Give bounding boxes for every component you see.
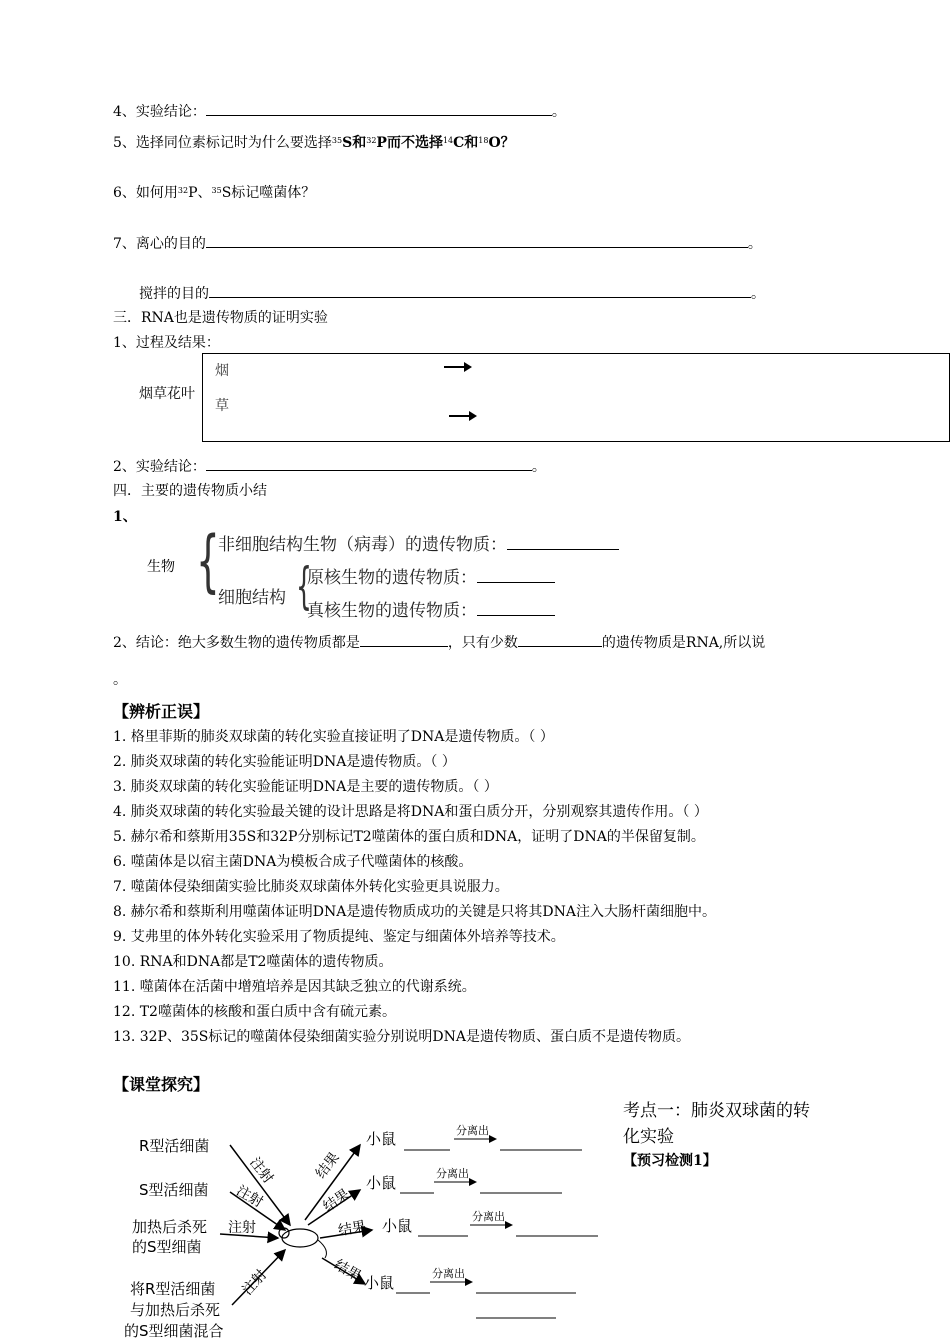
mouse-tail-icon bbox=[318, 1240, 326, 1258]
sec3-end: 。 bbox=[531, 459, 546, 475]
noncell-label: 非细胞结构生物（病毒）的遗传物质： bbox=[218, 535, 507, 555]
separate-label-1: 分离出 bbox=[456, 1124, 489, 1137]
mouse-label-1: 小鼠 bbox=[366, 1130, 397, 1148]
sec4-num: 1、 bbox=[113, 509, 137, 525]
c4: 。 bbox=[113, 672, 127, 688]
inject-label-4: 注射 bbox=[239, 1266, 271, 1299]
q6-p-mass: 32 bbox=[177, 186, 189, 195]
judge-item: 13. 32P、35S标记的噬菌体侵染细菌实验分别说明DNA是遗传物质、蛋白质不是遗传物质。 bbox=[113, 1029, 690, 1045]
o-text: O？ bbox=[488, 135, 515, 151]
c-mass: 14 bbox=[442, 136, 454, 145]
mouse-label-2: 小鼠 bbox=[366, 1174, 397, 1192]
q5-prefix: 5、选择同位素标记时为什么要选择 bbox=[113, 135, 332, 151]
judge-title: 【辨析正误】 bbox=[113, 702, 210, 721]
separate-label-3: 分离出 bbox=[472, 1210, 505, 1223]
q7-label2: 搅拌的目的 bbox=[139, 286, 209, 302]
judge-item: 4. 肺炎双球菌的转化实验最关键的设计思路是将DNA和蛋白质分开，分别观察其遗传作用。（ ） bbox=[113, 804, 708, 820]
q6-prefix: 6、如何用 bbox=[113, 185, 178, 201]
heat-label-1: 加热后杀死 bbox=[132, 1218, 208, 1236]
judge-item: 12. T2噬菌体的核酸和蛋白质中含有硫元素。 bbox=[113, 1004, 396, 1020]
mix-label-3: 的S型细菌混合 bbox=[124, 1322, 224, 1340]
q7-end: 。 bbox=[747, 236, 762, 252]
mouse-label-4: 小鼠 bbox=[364, 1274, 395, 1292]
s-cell-label: S型活细菌 bbox=[139, 1181, 209, 1199]
s-mass: 35 bbox=[331, 136, 343, 145]
c1: 2、结论：绝大多数生物的遗传物质都是 bbox=[113, 635, 360, 651]
inject-label-2: 注射 bbox=[233, 1182, 266, 1211]
c-text: C和 bbox=[453, 135, 479, 151]
judge-item: 9. 艾弗里的体外转化实验采用了物质提纯、鉴定与细菌体外培养等技术。 bbox=[113, 929, 565, 945]
inject-label-1: 注射 bbox=[246, 1154, 277, 1187]
c2: ，只有少数 bbox=[447, 635, 518, 651]
judge-item: 1. 格里菲斯的肺炎双球菌的转化实验直接证明了DNA是遗传物质。（ ） bbox=[113, 729, 554, 745]
judge-item: 6. 噬菌体是以宿主菌DNA为模板合成子代噬菌体的核酸。 bbox=[113, 854, 473, 870]
q6-s-mass: 35 bbox=[211, 186, 222, 195]
p-text: P而不选择 bbox=[376, 135, 443, 151]
q4-label: 4、实验结论： bbox=[113, 104, 206, 120]
cao-text: 草 bbox=[215, 398, 229, 414]
q7-end2: 。 bbox=[751, 286, 765, 302]
tobacco-label: 烟草花叶 bbox=[139, 386, 195, 402]
q7-label: 7、离心的目的 bbox=[113, 236, 206, 252]
judge-item: 8. 赫尔希和蔡斯利用噬菌体证明DNA是遗传物质成功的关键是只将其DNA注入大肠杆菌细胞中。 bbox=[113, 904, 716, 920]
result-label-1: 结果 bbox=[312, 1149, 343, 1182]
sec4-title: 四．主要的遗传物质小结 bbox=[113, 483, 267, 499]
c3: 的遗传物质是RNA,所以说 bbox=[601, 635, 766, 651]
mix-label-2: 与加热后杀死 bbox=[130, 1301, 221, 1319]
inject-label-3: 注射 bbox=[228, 1220, 256, 1236]
judge-item: 3. 肺炎双球菌的转化实验能证明DNA是主要的遗传物质。（ ） bbox=[113, 779, 498, 795]
r-cell-label: R型活细菌 bbox=[139, 1137, 210, 1155]
point-line2: 化实验 bbox=[623, 1127, 674, 1147]
organism-label: 生物 bbox=[147, 559, 175, 575]
sec3-conclusion-label: 2、实验结论： bbox=[113, 459, 206, 475]
judge-item: 10. RNA和DNA都是T2噬菌体的遗传物质。 bbox=[113, 954, 393, 970]
heat-label-2: 的S型细菌 bbox=[132, 1238, 202, 1256]
mix-label-1: 将R型活细菌 bbox=[130, 1280, 216, 1298]
separate-label-4: 分离出 bbox=[432, 1267, 465, 1280]
brace-2: { bbox=[296, 557, 312, 615]
preview-label: 【预习检测1】 bbox=[623, 1153, 717, 1169]
q6-end: S标记噬菌体？ bbox=[221, 185, 316, 201]
cell-label: 细胞结构 bbox=[218, 588, 286, 608]
q6-mid: P、 bbox=[188, 185, 212, 201]
sec3-title: 三．RNA也是遗传物质的证明实验 bbox=[113, 310, 328, 326]
brace-1: { bbox=[196, 522, 220, 601]
p-mass: 32 bbox=[366, 136, 377, 145]
mouse-icon bbox=[282, 1229, 318, 1247]
prokaryote-label: 原核生物的遗传物质： bbox=[307, 568, 477, 588]
judge-item: 5. 赫尔希和蔡斯用35S和32P分别标记T2噬菌体的蛋白质和DNA，证明了DNA的半保留复制。 bbox=[113, 829, 705, 845]
yan-text: 烟 bbox=[215, 363, 229, 379]
sec3-process: 1、过程及结果： bbox=[113, 335, 220, 351]
mouse-label-3: 小鼠 bbox=[382, 1217, 413, 1235]
judge-item: 7. 噬菌体侵染细菌实验比肺炎双球菌体外转化实验更具说服力。 bbox=[113, 879, 509, 895]
judge-item: 11. 噬菌体在活菌中增殖培养是因其缺乏独立的代谢系统。 bbox=[113, 979, 476, 995]
result-label-4: 结果 bbox=[331, 1256, 364, 1285]
result-label-2: 结果 bbox=[320, 1186, 353, 1216]
result-label-3: 结果 bbox=[336, 1218, 368, 1240]
point-line1: 考点一：肺炎双球菌的转 bbox=[623, 1101, 810, 1121]
explore-title: 【课堂探究】 bbox=[113, 1075, 210, 1094]
eukaryote-label: 真核生物的遗传物质： bbox=[307, 601, 477, 621]
separate-label-2: 分离出 bbox=[436, 1167, 469, 1180]
s-text: S和 bbox=[342, 135, 367, 151]
q4-end: 。 bbox=[551, 104, 566, 120]
judge-item: 2. 肺炎双球菌的转化实验能证明DNA是遗传物质。（ ） bbox=[113, 754, 456, 770]
o-mass: 18 bbox=[478, 136, 489, 145]
